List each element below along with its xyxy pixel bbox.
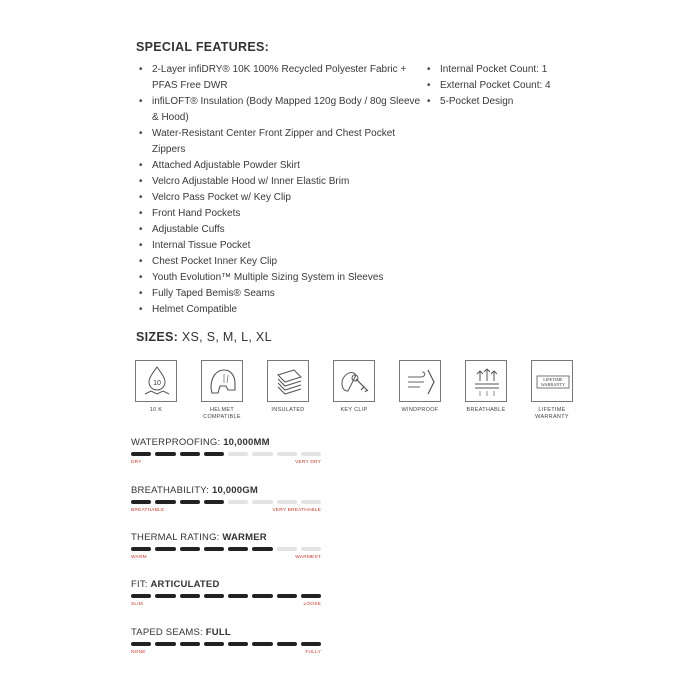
feature-item: • Front Hand Pockets (136, 206, 426, 222)
rating-title: BREATHABILITY: 10,000GM (131, 485, 258, 496)
sizes-value: XS, S, M, L, XL (181, 330, 272, 344)
rating-high-label: FULLY (305, 650, 321, 655)
feature-item: • External Pocket Count: 4 (424, 78, 584, 94)
rating-bar (131, 594, 321, 598)
rating-title: WATERPROOFING: 10,000MM (131, 437, 270, 448)
rating-segment-empty (301, 547, 321, 551)
rating-segment-filled (252, 642, 272, 646)
rating-bar (131, 500, 321, 504)
feature-item: • Velcro Pass Pocket w/ Key Clip (136, 190, 426, 206)
feature-item: • 2-Layer infiDRY® 10K 100% Recycled Polyester Fabric + PFAS Free DWR (136, 62, 426, 94)
rating-segment-filled (204, 500, 224, 504)
icon-label: LIFETIME WARRANTY (535, 407, 569, 420)
rating-segment-filled (277, 642, 297, 646)
rating-segment-filled (180, 594, 200, 598)
icon-cell-key-clip (324, 360, 384, 414)
feature-item: • infiLOFT® Insulation (Body Mapped 120g Body / 80g Sleeve & Hood) (136, 94, 426, 126)
rating-segment-filled (131, 642, 151, 646)
feature-item: • Internal Tissue Pocket (136, 238, 426, 254)
rating-segment-empty (277, 547, 297, 551)
icon-label: KEY CLIP (340, 407, 368, 413)
icon-label: INSULATED (271, 407, 305, 413)
rating-segment-filled (252, 594, 272, 598)
rating-low-label: WARM (131, 555, 147, 560)
rating-segment-filled (277, 594, 297, 598)
icon-cell-10k (126, 360, 186, 414)
rating-segment-empty (301, 452, 321, 456)
rating-segment-filled (180, 642, 200, 646)
rating-fit (131, 579, 321, 607)
rating-segment-empty (252, 500, 272, 504)
rating-segment-filled (131, 452, 151, 456)
icon-cell-insulated (258, 360, 318, 414)
features-list-right (424, 62, 584, 110)
rating-segment-filled (155, 452, 175, 456)
rating-waterproofing (131, 437, 321, 465)
feature-item: • 5-Pocket Design (424, 94, 584, 110)
rating-title: FIT: ARTICULATED (131, 579, 220, 590)
rating-segment-filled (204, 642, 224, 646)
feature-icons-row (126, 360, 576, 430)
rating-thermal (131, 532, 321, 560)
helmet-icon (201, 360, 243, 402)
icon-label: HELMET COMPATIBLE (203, 407, 241, 420)
rating-high-label: VERY DRY (295, 460, 321, 465)
rating-low-label: BREATHABLE (131, 508, 165, 513)
icon-label: WINDPROOF (401, 407, 439, 413)
rating-segment-filled (252, 547, 272, 551)
rating-segment-filled (155, 547, 175, 551)
rating-segment-filled (131, 547, 151, 551)
rating-segment-filled (228, 642, 248, 646)
icon-cell-windproof (390, 360, 450, 414)
waterproof-10k-icon (135, 360, 177, 402)
rating-title: TAPED SEAMS: FULL (131, 627, 231, 638)
rating-high-label: LOOSE (303, 602, 321, 607)
rating-segment-filled (228, 594, 248, 598)
rating-title: THERMAL RATING: WARMER (131, 532, 267, 543)
feature-item: • Youth Evolution™ Multiple Sizing System in Sleeves (136, 270, 426, 286)
breathable-icon (465, 360, 507, 402)
rating-low-label: DRY (131, 460, 142, 465)
rating-segment-empty (228, 452, 248, 456)
feature-item: • Fully Taped Bemis® Seams (136, 286, 426, 302)
feature-item: • Velcro Adjustable Hood w/ Inner Elastic Brim (136, 174, 426, 190)
rating-taped-seams (131, 627, 321, 655)
rating-segment-filled (131, 500, 151, 504)
warranty-badge-text: LIFETIME WARRANTY (540, 377, 566, 387)
rating-segment-empty (301, 500, 321, 504)
feature-item: • Water-Resistant Center Front Zipper and Chest Pocket Zippers (136, 126, 426, 158)
icon-cell-lifetime-warranty (522, 360, 582, 421)
feature-item: • Internal Pocket Count: 1 (424, 62, 584, 78)
rating-segment-empty (277, 500, 297, 504)
features-list-left (136, 62, 426, 318)
special-features-heading: SPECIAL FEATURES: (136, 40, 270, 54)
feature-item: • Helmet Compatible (136, 302, 426, 318)
lifetime-warranty-icon (531, 360, 573, 402)
feature-item: • Attached Adjustable Powder Skirt (136, 158, 426, 174)
rating-segment-filled (204, 452, 224, 456)
rating-segment-filled (180, 547, 200, 551)
icon-cell-breathable (456, 360, 516, 414)
sizes-row (136, 330, 272, 344)
feature-item: • Adjustable Cuffs (136, 222, 426, 238)
rating-high-label: VERY BREATHABLE (272, 508, 321, 513)
rating-segment-empty (277, 452, 297, 456)
icon-cell-helmet (192, 360, 252, 421)
rating-segment-empty (228, 500, 248, 504)
windproof-icon (399, 360, 441, 402)
rating-segment-filled (155, 642, 175, 646)
feature-item: • Chest Pocket Inner Key Clip (136, 254, 426, 270)
rating-bar (131, 547, 321, 551)
rating-segment-filled (155, 500, 175, 504)
rating-low-label: SLIM (131, 602, 143, 607)
rating-segment-filled (155, 594, 175, 598)
insulated-layers-icon (267, 360, 309, 402)
rating-high-label: WARMEST (295, 555, 321, 560)
key-clip-icon (333, 360, 375, 402)
rating-segment-filled (180, 500, 200, 504)
rating-segment-filled (180, 452, 200, 456)
rating-segment-empty (252, 452, 272, 456)
rating-segment-filled (228, 547, 248, 551)
rating-segment-filled (204, 594, 224, 598)
rating-bar (131, 452, 321, 456)
rating-low-label: NONE (131, 650, 146, 655)
rating-segment-filled (131, 594, 151, 598)
rating-bar (131, 642, 321, 646)
icon-label: 10 K (149, 407, 163, 413)
icon-label: BREATHABLE (466, 407, 506, 413)
sizes-label: SIZES: (136, 330, 179, 344)
10k-badge-text: 10 (153, 380, 161, 387)
rating-segment-filled (301, 642, 321, 646)
rating-breathability (131, 485, 321, 513)
rating-segment-filled (301, 594, 321, 598)
rating-segment-filled (204, 547, 224, 551)
